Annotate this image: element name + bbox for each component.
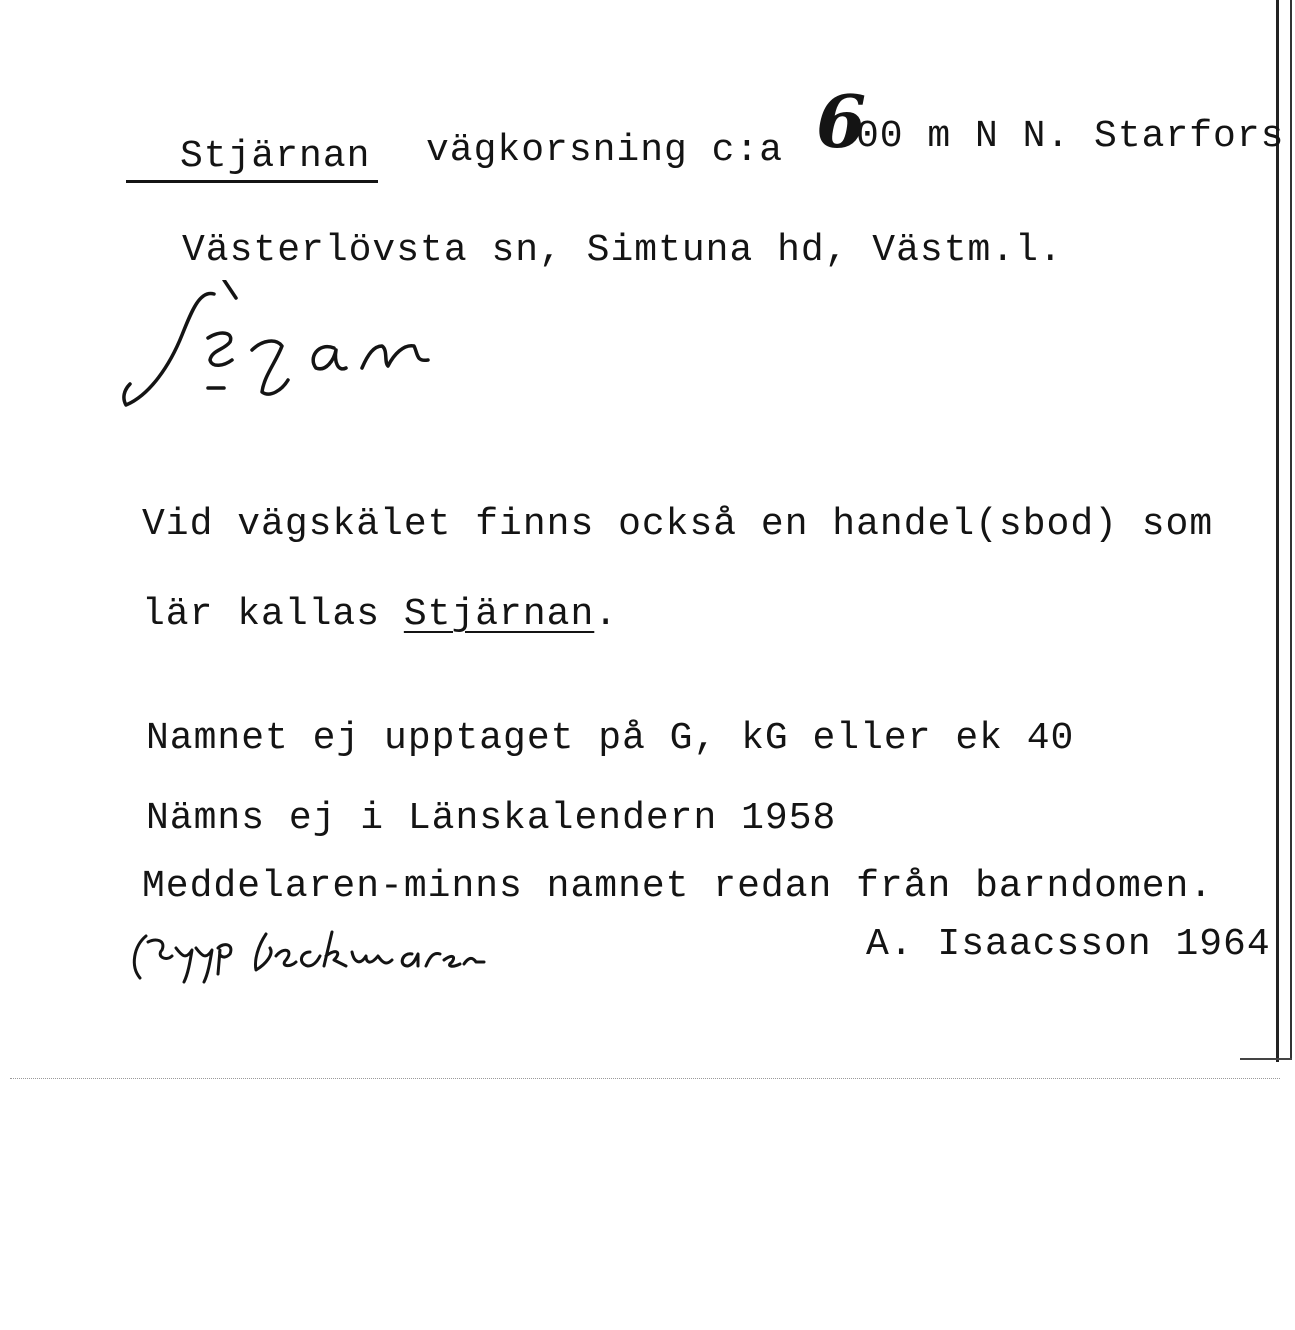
note-line-1: Vid vägskälet finns också en handel(sbod) som — [142, 503, 1214, 546]
card-edge-right-outer — [1290, 0, 1292, 1060]
source-line-2: Nämns ej i Länskalendern 1958 — [146, 797, 837, 840]
distance-handwritten-digit: 6 — [816, 79, 868, 164]
note-line-2 — [142, 593, 619, 636]
parish-district-line: Västerlövsta sn, Simtuna hd, Västm.l. — [182, 229, 1063, 272]
note-line-2-prefix: lär kallas — [142, 593, 404, 636]
location-description: vägkorsning c:a — [426, 129, 784, 172]
headword-underline-rule — [126, 180, 378, 183]
signature: A. Isaacsson 1964 — [866, 923, 1271, 966]
scan-edge-dotted — [10, 1078, 1280, 1079]
distance-and-reference: 00 m N N. Starfors — [856, 115, 1285, 158]
card-edge-bottom — [1240, 1058, 1292, 1060]
source-line-3: Meddelaren-minns namnet redan från barndomen. — [142, 865, 1214, 908]
source-line-1: Namnet ej upptaget på G, kG eller ek 40 — [146, 717, 1075, 760]
pronunciation-handwriting — [112, 280, 452, 415]
informant-handwriting — [126, 926, 486, 986]
note-line-2-suffix: . — [594, 593, 619, 636]
headword: Stjärnan — [180, 135, 371, 178]
card-edge-right — [1276, 0, 1279, 1062]
note-place-name: Stjärnan — [403, 593, 595, 636]
